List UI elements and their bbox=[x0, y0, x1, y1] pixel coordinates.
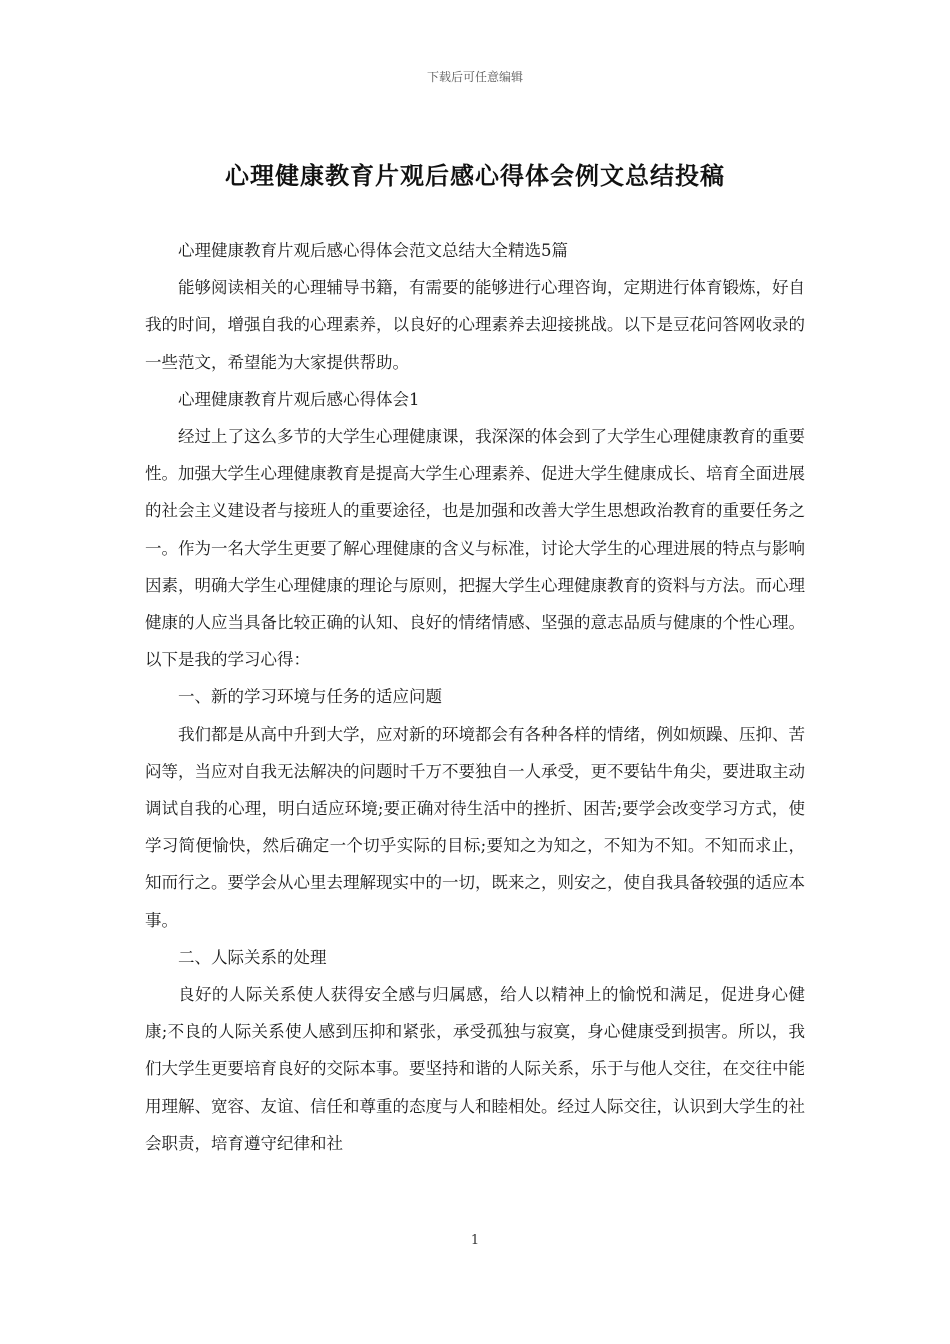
paragraph-intro: 能够阅读相关的心理辅导书籍，有需要的能够进行心理咨询，定期进行体育锻炼，好自我的时间，增强自我的心理素养，以良好的心理素养去迎接挑战。以下是豆花问答网收录的一些范文，希望能为大家提供帮助。 bbox=[145, 278, 805, 372]
paragraph-section-heading-1: 心理健康教育片观后感心得体会1 bbox=[178, 389, 420, 409]
paragraph-heading-relationships: 二、人际关系的处理 bbox=[178, 947, 327, 967]
document-body bbox=[145, 232, 805, 1162]
paragraph-body: 我们都是从高中升到大学，应对新的环境都会有各种各样的情绪，例如烦躁、压抑、苦闷等，当应对自我无法解决的问题时千万不要独自一人承受，更不要钻牛角尖，要进取主动调试自我的心理，明白适应环境;要正确对待生活中的挫折、困苦;要学会改变学习方式，使学习简便愉快，然后确定一个切乎实际的目标;要知之为知之，不知为不知。不知而求止，知而行之。要学会从心里去理解现实中的一切，既来之，则安之，使自我具备较强的适应本事。 bbox=[145, 724, 805, 930]
paragraph-body: 经过上了这么多节的大学生心理健康课，我深深的体会到了大学生心理健康教育的重要性。加强大学生心理健康教育是提高大学生心理素养、促进大学生健康成长、培育全面进展的社会主义建设者与接班人的重要途径，也是加强和改善大学生思想政治教育的重要任务之一。作为一名大学生更要了解心理健康的含义与标准，讨论大学生的心理进展的特点与影响因素，明确大学生心理健康的理论与原则，把握大学生心理健康教育的资料与方法。而心理健康的人应当具备比较正确的认知、良好的情绪情感、坚强的意志品质与健康的个性心理。以下是我的学习心得： bbox=[145, 427, 805, 670]
page-number: 1 bbox=[470, 1233, 480, 1248]
paragraph-heading-adaptation: 一、新的学习环境与任务的适应问题 bbox=[178, 687, 442, 707]
paragraph-subtitle: 心理健康教育片观后感心得体会范文总结大全精选5篇 bbox=[178, 241, 568, 260]
paragraph-body: 良好的人际关系使人获得安全感与归属感，给人以精神上的愉悦和满足，促进身心健康;不良的人际关系使人感到压抑和紧张，承受孤独与寂寞，身心健康受到损害。所以，我们大学生更要培育良好的交际本事。要坚持和谐的人际关系，乐于与他人交往，在交往中能用理解、宽容、友谊、信任和尊重的态度与人和睦相处。经过人际交往，认识到大学生的社会职责，培育遵守纪律和社 bbox=[145, 985, 805, 1153]
document-title: 心理健康教育片观后感心得体会例文总结投稿 bbox=[225, 162, 725, 190]
page-header: 下载后可任意编辑 bbox=[426, 70, 523, 84]
